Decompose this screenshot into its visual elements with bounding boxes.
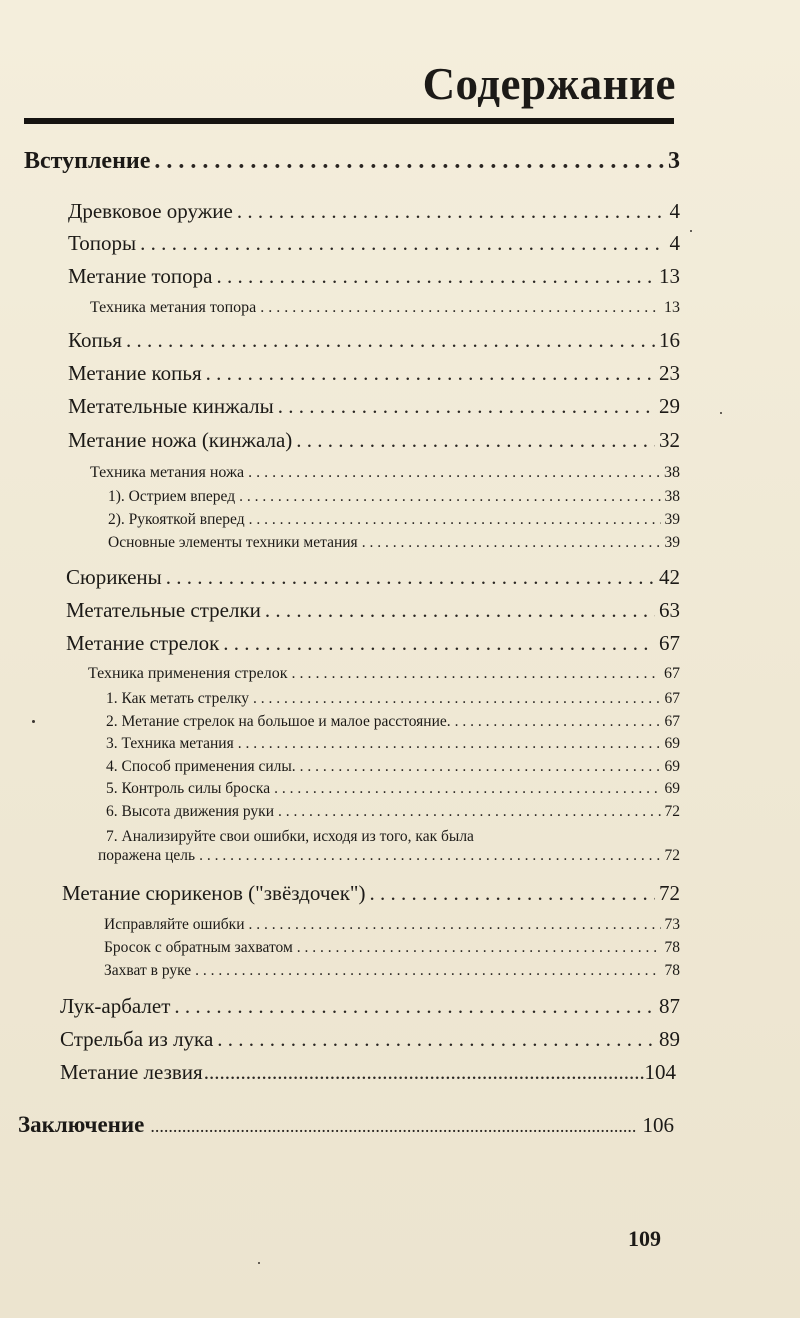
toc-leader-dots <box>237 199 666 224</box>
toc-leader-dots <box>278 394 655 419</box>
toc-leader-dots <box>217 1027 655 1052</box>
scan-speck <box>720 412 722 414</box>
toc-entry-title: Сюрикены <box>66 565 162 589</box>
toc-entry-page: 67 <box>659 631 680 655</box>
toc-entry-title: Метание топора <box>68 264 213 288</box>
toc-leader-dots <box>140 231 665 256</box>
toc-leader-dots <box>174 994 655 1019</box>
toc-entry <box>68 231 680 261</box>
toc-entry-page: 87 <box>659 994 680 1018</box>
toc-entry-title: Древковое оружие <box>68 199 233 223</box>
toc-entry-page: 16 <box>659 328 680 352</box>
toc-leader-dots <box>297 939 661 957</box>
toc-leader-dots <box>195 962 660 980</box>
toc-entry <box>98 847 680 877</box>
toc-entry-page: 32 <box>659 428 680 452</box>
toc-entry-page: 4 <box>669 231 680 255</box>
toc-entry-page: 67 <box>664 713 680 730</box>
toc-entry <box>62 881 680 911</box>
toc-entry <box>68 328 680 358</box>
toc-leader-dots <box>248 464 660 482</box>
toc-entry-page: 4 <box>669 199 680 223</box>
toc-entry-page: 3 <box>668 148 680 174</box>
toc-leader-dots <box>278 803 661 821</box>
toc-entry-page: 13 <box>659 264 680 288</box>
toc-entry-title: 6. Высота движения руки <box>106 803 274 820</box>
toc-leader-dots <box>223 631 655 656</box>
toc-entry-page: 89 <box>659 1027 680 1051</box>
toc-leader-dots <box>238 735 661 753</box>
toc-entry-page: 72 <box>664 803 680 820</box>
toc-entry-title: Метательные стрелки <box>66 598 261 622</box>
title-rule <box>24 118 674 124</box>
toc-leader-dots <box>154 148 664 175</box>
toc-leader-dots <box>296 428 655 453</box>
toc-entry <box>66 598 680 628</box>
toc-leader-dots <box>362 534 661 552</box>
toc-entry-title: Метание ножа (кинжала) <box>68 428 293 452</box>
toc-entry-page: 72 <box>659 881 680 905</box>
page-number: 109 <box>628 1226 661 1251</box>
toc-entry-page: 39 <box>664 534 680 551</box>
toc-entry-title: Техника метания ножа <box>90 464 245 481</box>
toc-entry <box>68 199 680 229</box>
toc-entry-title: Копья <box>68 328 122 352</box>
toc-entry-page: 73 <box>664 916 680 933</box>
toc-entry <box>60 1027 680 1057</box>
toc-entry <box>68 264 680 294</box>
toc-entry <box>68 394 680 424</box>
toc-entry-page: 106 <box>642 1113 674 1137</box>
toc-entry-page: 69 <box>664 780 680 797</box>
toc-entry-title: Техника применения стрелок <box>88 665 288 682</box>
toc-entry-title: Заключение <box>18 1112 145 1137</box>
toc-entry <box>68 361 680 391</box>
toc-leader-dots <box>291 665 660 683</box>
toc-entry-title: Метание копья <box>68 361 202 385</box>
toc-entry <box>68 428 680 458</box>
scan-speck <box>690 230 692 232</box>
toc-entry-page: 39 <box>664 511 680 528</box>
toc-leader-dots <box>274 780 660 798</box>
toc-entry-title: Метание сюрикенов ("звёздочек") <box>62 881 366 905</box>
toc-entry <box>60 1060 676 1090</box>
toc-leader-dots <box>260 299 660 317</box>
toc-entry-title: Метание стрелок <box>66 631 220 655</box>
toc-entry-page: 69 <box>664 758 680 775</box>
toc-entry <box>24 148 680 178</box>
toc-leader-dots <box>204 1060 644 1085</box>
toc-entry-page: 38 <box>664 488 680 505</box>
toc-entry-page: 72 <box>664 847 680 864</box>
scan-speck <box>32 720 35 723</box>
toc-entry <box>18 1112 674 1142</box>
toc-leader-dots <box>166 565 655 590</box>
toc-entry-title: Бросок с обратным захватом <box>104 939 293 956</box>
toc-entry-title: Основные элементы техники метания <box>108 534 358 551</box>
toc-leader-dots <box>455 713 661 731</box>
toc-entry-title: 1). Острием вперед <box>108 488 236 505</box>
toc-entry-page: 63 <box>659 598 680 622</box>
toc-entry-title: 4. Способ применения силы. <box>106 758 296 775</box>
toc-entry <box>66 565 680 595</box>
toc-entry-page: 42 <box>659 565 680 589</box>
toc-leader-dots <box>126 328 655 353</box>
toc-entry-page: 29 <box>659 394 680 418</box>
toc-entry-title: 2. Метание стрелок на большое и малое расстояние. <box>106 713 451 730</box>
page-title: Содержание <box>422 59 676 109</box>
toc-leader-dots <box>150 1116 636 1137</box>
toc-entry-title: Топоры <box>68 231 137 255</box>
toc-entry-page: 67 <box>664 690 680 707</box>
toc-entry-title: Метательные кинжалы <box>68 394 274 418</box>
toc-leader-dots <box>265 598 655 623</box>
toc-leader-dots <box>300 758 661 776</box>
toc-entry <box>104 962 680 992</box>
toc-entry-title: Стрельба из лука <box>60 1027 214 1051</box>
toc-entry-title: Техника метания топора <box>90 299 257 316</box>
toc-entry <box>60 994 680 1024</box>
toc-entry-title: Вступление <box>24 148 151 174</box>
toc-entry-page: 67 <box>664 665 680 682</box>
toc-leader-dots <box>249 916 661 934</box>
toc-leader-dots <box>249 511 661 529</box>
toc-entry <box>66 631 680 661</box>
toc-entry-title: Лук-арбалет <box>60 994 171 1018</box>
toc-leader-dots <box>216 264 655 289</box>
toc-entry-title: Исправляйте ошибки <box>104 916 245 933</box>
toc-entry-title: 2). Рукояткой вперед <box>108 511 245 528</box>
toc-entry <box>90 299 680 329</box>
toc-entry-title: 3. Техника метания <box>106 735 234 752</box>
toc-leader-dots <box>199 847 660 865</box>
toc-leader-dots <box>253 690 660 708</box>
toc-entry-page: 69 <box>664 735 680 752</box>
toc-leader-dots <box>239 488 660 506</box>
toc-entry-title: Метание лезвия <box>60 1060 203 1084</box>
toc-entry-page: 78 <box>664 939 680 956</box>
toc-entry-page: 38 <box>664 464 680 481</box>
toc-entry-title: Захват в руке <box>104 962 192 979</box>
toc-leader-dots <box>206 361 655 386</box>
toc-entry-page: 104 <box>644 1060 676 1084</box>
toc-entry <box>108 534 680 564</box>
toc-entry-page: 78 <box>664 962 680 979</box>
toc-entry-title: поражена цель <box>98 847 196 864</box>
toc-entry-title: 1. Как метать стрелку <box>106 690 250 707</box>
toc-entry-wrapped-title: 7. Анализируйте свои ошибки, исходя из того, как была <box>106 828 474 845</box>
toc-entry-page: 23 <box>659 361 680 385</box>
toc-leader-dots <box>369 881 655 906</box>
toc-entry-title: 5. Контроль силы броска <box>106 780 271 797</box>
toc-entry-page: 13 <box>664 299 680 316</box>
scan-speck <box>258 1262 260 1264</box>
